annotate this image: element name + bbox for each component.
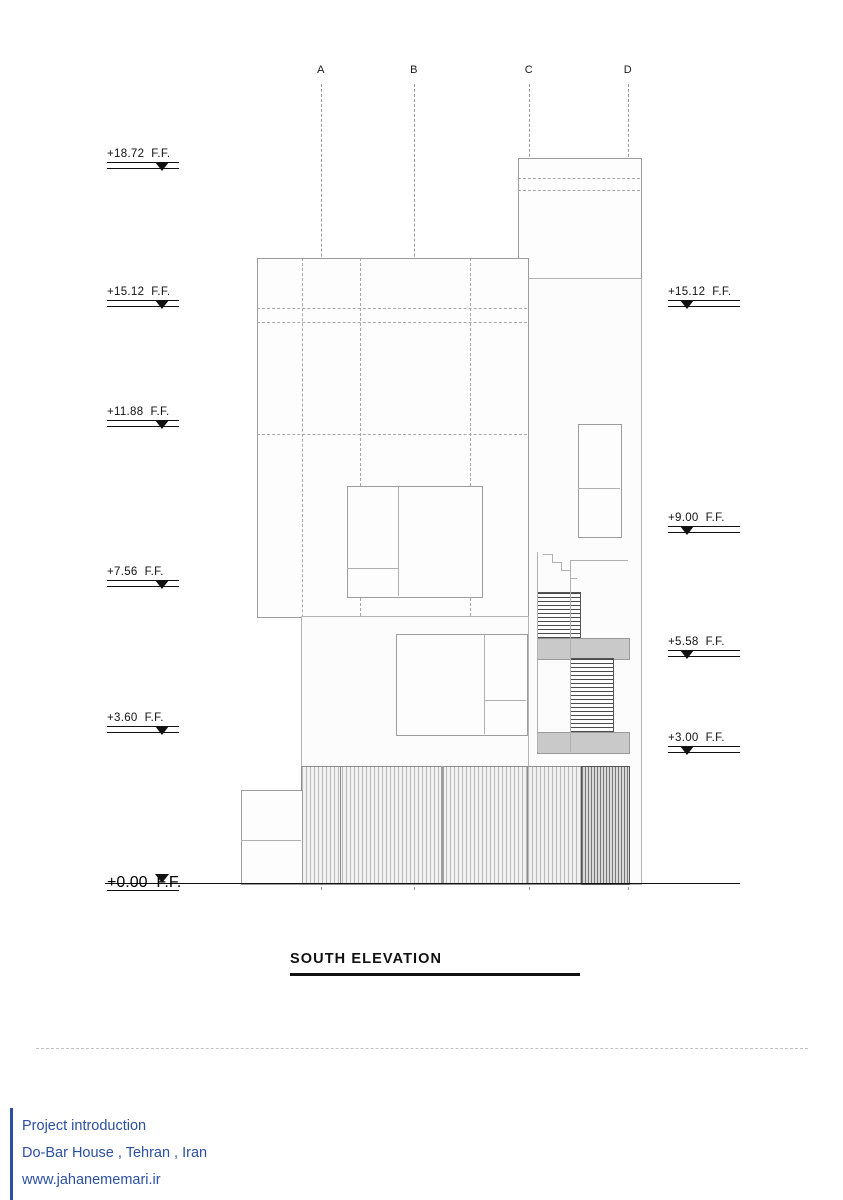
- window-tower-transom: [578, 488, 620, 489]
- stair-profile-upper: [543, 552, 577, 592]
- drawing-title-underline: [290, 973, 580, 976]
- level-text-right-300: [668, 732, 725, 744]
- base-wall-pier-1: [340, 766, 341, 883]
- footer-line-1: Project introduction: [22, 1118, 147, 1134]
- window-upper-mullion: [398, 486, 399, 596]
- stair-flight-ground: [581, 766, 630, 885]
- window-upper: [347, 486, 483, 598]
- level-unit: F.F.: [705, 636, 725, 648]
- level-unit: F.F.: [705, 512, 725, 524]
- slab-band-300: [537, 732, 630, 754]
- level-value: +15.12: [107, 286, 145, 298]
- footer-separator: [36, 1048, 808, 1049]
- window-lower: [396, 634, 528, 736]
- footer-line-3[interactable]: www.jahanememari.ir: [22, 1172, 161, 1188]
- base-wall-hatch: [301, 766, 529, 885]
- level-value: +15.12: [668, 286, 706, 298]
- tower-edge-mid: [537, 552, 538, 752]
- slab-dash-1512: [257, 308, 527, 309]
- level-unit: F.F.: [150, 406, 170, 418]
- level-text-right-558: [668, 636, 725, 648]
- level-text-left-756: [107, 566, 164, 578]
- stair-flight-1: [537, 592, 581, 640]
- slab-dash-mid: [257, 322, 527, 323]
- level-unit: F.F.: [156, 874, 182, 891]
- level-text-left-1872: [107, 148, 170, 160]
- footer-accent-bar: [10, 1108, 13, 1200]
- grid-label-d: D: [623, 64, 633, 76]
- level-value: +9.00: [668, 512, 699, 524]
- level-value: +3.00: [668, 732, 699, 744]
- grid-label-b: B: [410, 64, 418, 76]
- window-lower-mullion: [484, 634, 485, 734]
- tower-parapet-dash-2: [518, 190, 640, 191]
- tower-mass-upper: [518, 158, 642, 280]
- stair-flight-2: [570, 658, 614, 734]
- footer-line-2: Do-Bar House , Tehran , Iran: [22, 1145, 208, 1161]
- level-text-left-360: [107, 712, 164, 724]
- level-mark-left-000: [107, 874, 181, 908]
- level-unit: F.F.: [705, 732, 725, 744]
- window-tower: [578, 424, 622, 538]
- level-unit: F.F.: [712, 286, 732, 298]
- base-wall-pier-2: [441, 766, 444, 883]
- level-value: +0.00: [107, 874, 148, 891]
- level-value: +3.60: [107, 712, 138, 724]
- slab-band-558: [537, 638, 630, 660]
- level-unit: F.F.: [151, 148, 171, 160]
- window-upper-transom: [347, 568, 398, 569]
- level-value: +11.88: [107, 406, 144, 418]
- tower-parapet-dash-1: [518, 178, 640, 179]
- level-text-left-1512: [107, 286, 170, 298]
- level-value: +18.72: [107, 148, 145, 160]
- grid-label-c: C: [524, 64, 534, 76]
- annex-box-divider: [241, 840, 301, 841]
- level-text-right-900: [668, 512, 725, 524]
- landing-line-900: [570, 560, 628, 561]
- level-value: +5.58: [668, 636, 699, 648]
- base-wall-tower: [527, 766, 583, 885]
- grid-label-a: A: [317, 64, 325, 76]
- level-value: +7.56: [107, 566, 138, 578]
- level-unit: F.F.: [151, 286, 171, 298]
- level-text-left-1188: [107, 406, 170, 418]
- tower-edge-inner: [570, 560, 571, 752]
- drawing-title: SOUTH ELEVATION: [290, 951, 443, 967]
- level-text-right-1512: [668, 286, 731, 298]
- annex-box: [241, 790, 303, 885]
- ground-line: [105, 883, 740, 884]
- slab-dash-1188: [257, 434, 527, 435]
- level-unit: F.F.: [144, 566, 164, 578]
- window-lower-transom: [484, 700, 526, 701]
- level-unit: F.F.: [144, 712, 164, 724]
